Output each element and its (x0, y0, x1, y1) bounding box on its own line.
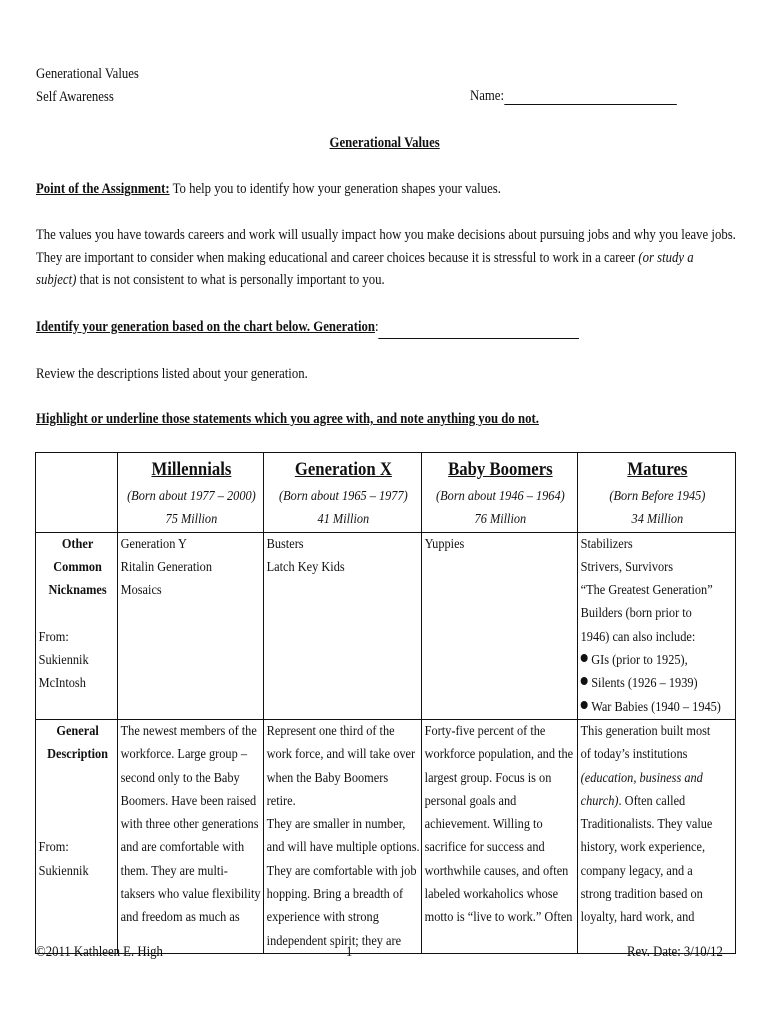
header-course-title: Generational Values (36, 66, 139, 82)
row-label-nicknames: Other Common Nicknames From: Sukiennik McIntosh (36, 532, 118, 719)
nicknames-millennials: Generation Y Ritalin Generation Mosaics (118, 532, 264, 719)
description-matures: This generation built most of today’s institutions (education, business and church). Often called Traditionalists. They value history, work experience, company legacy, and a strong tradition based on loyalty, hard work, and (578, 719, 736, 953)
description-generation-x: Represent one third of the work force, and will take over when the Baby Boomers retire. They are smaller in number, and will have multiple options. They are comfortable with job hopping. Bring a breadth of experience with strong independent spirit; they are (264, 719, 422, 953)
table-corner-cell (36, 453, 118, 533)
nicknames-baby-boomers: Yuppies (422, 532, 578, 719)
column-matures: Matures (Born Before 1945) 34 Million (578, 453, 736, 533)
page-title: Generational Values (329, 135, 441, 151)
column-millennials: Millennials (Born about 1977 – 2000) 75 Million (118, 453, 264, 533)
description-baby-boomers: Forty-five percent of the workforce population, and the largest group. Focus is on personal goals and achievement. Willing to sacrifice for success and worthwhile causes, and often labeled workaholics whose motto is “live to work.” Often (422, 719, 578, 953)
name-label: Name: (470, 88, 505, 104)
bullet-icon (581, 701, 588, 709)
list-item: War Babies (1940 – 1945) (581, 696, 734, 719)
table-header-row (36, 453, 736, 533)
name-field[interactable] (470, 88, 676, 105)
table-row-nicknames (36, 532, 736, 719)
row-label-description: General Description From: Sukiennik (36, 719, 118, 953)
generations-table (35, 452, 736, 954)
point-of-assignment (36, 178, 736, 201)
bullet-icon (581, 677, 588, 685)
identify-generation: Identify your generation based on the chart below. Generation: (36, 316, 736, 339)
highlight-instruction: Highlight or underline those statements which you agree with, and note anything you do not. (36, 411, 539, 427)
list-item: GIs (prior to 1925), (581, 649, 734, 672)
column-baby-boomers: Baby Boomers (Born about 1946 – 1964) 76 Million (422, 453, 578, 533)
footer-revision-date: Rev. Date: 3/10/12 (627, 944, 723, 960)
review-instruction: Review the descriptions listed about your generation. (36, 366, 308, 382)
generation-blank[interactable] (379, 323, 580, 339)
footer-page-number: 1 (346, 944, 353, 960)
name-blank[interactable] (504, 89, 676, 105)
point-label: Point of the Assignment: (36, 181, 170, 197)
point-text: To help you to identify how your generation shapes your values. (169, 181, 501, 197)
identify-label: Identify your generation based on the chart below. Generation (36, 319, 375, 335)
header-unit-title: Self Awareness (36, 89, 114, 105)
bullet-icon (581, 654, 588, 662)
nicknames-generation-x: Busters Latch Key Kids (264, 532, 422, 719)
table-row-description (36, 719, 736, 953)
description-millennials: The newest members of the workforce. Large group – second only to the Baby Boomers. Have been raised with three other generations and are comfortable with them. They are multi- taksers who value flexibility and freedom as much as (118, 719, 264, 953)
nicknames-matures: Stabilizers Strivers, Survivors “The Greatest Generation” Builders (born prior to 1946) can also include: GIs (prior to 1925), Silents (1926 – 1939) War Babies (1940 – 1945) (578, 532, 736, 719)
list-item: Silents (1926 – 1939) (581, 672, 734, 695)
intro-paragraph: The values you have towards careers and work will usually impact how you make decisions about pursuing jobs and why you leave jobs. They are important to consider when making educational and career choices because it is stressful to work in a career (or study a subject) that is not consistent to what is personally important to you. (36, 227, 736, 288)
column-generation-x: Generation X (Born about 1965 – 1977) 41 Million (264, 453, 422, 533)
footer-copyright: ©2011 Kathleen E. High (36, 944, 163, 960)
